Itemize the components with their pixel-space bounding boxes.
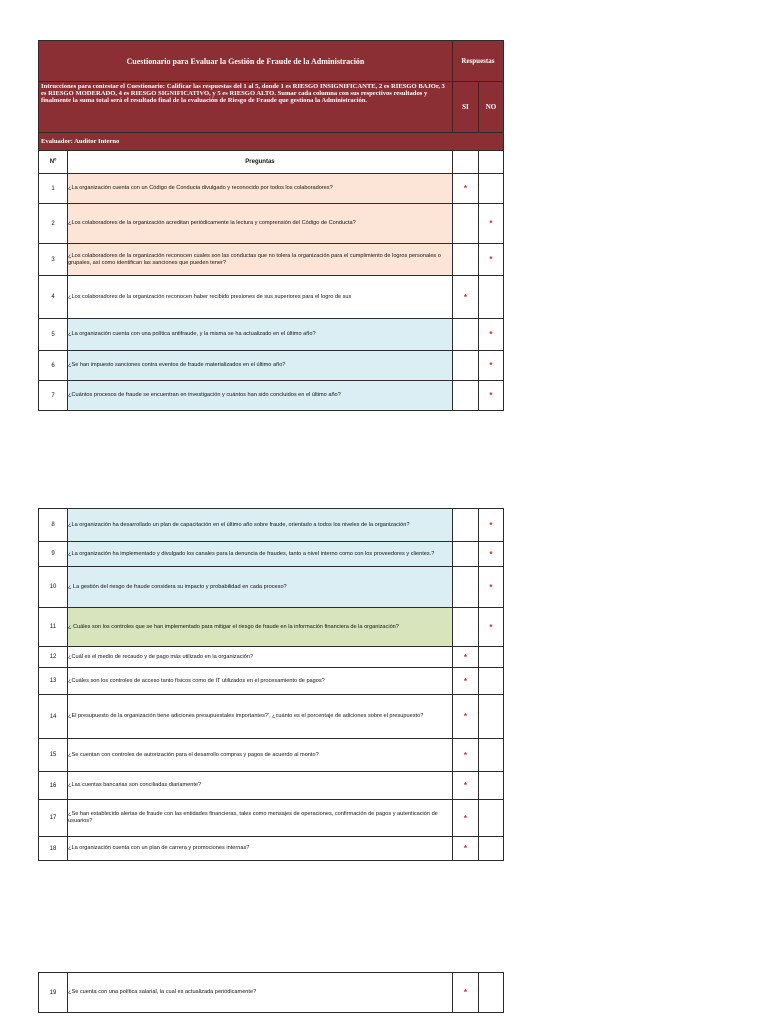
questionnaire-table-3 (38, 972, 504, 1013)
question-number: 3 (39, 244, 68, 276)
answer-si-cell[interactable]: * (452, 174, 478, 204)
question-number: 10 (39, 567, 68, 608)
question-number: 19 (39, 973, 68, 1013)
answer-si-cell[interactable] (452, 319, 478, 351)
answer-si-cell[interactable]: * (452, 276, 478, 319)
evaluator-label: Evaluador: Auditor Interno (39, 133, 504, 151)
answer-no-cell[interactable] (478, 800, 503, 837)
question-text: ¿Las cuentas bancarias son conciliadas diariamente? (68, 772, 453, 800)
question-text: ¿La organización cuenta con un plan de carrera y promociones internas? (68, 837, 453, 861)
no-column-cell (478, 151, 503, 174)
answer-no-cell[interactable] (478, 739, 503, 772)
question-text: ¿Se han impuesto sanciones contra eventos de fraude materializados en el último año? (68, 351, 453, 381)
question-number: 15 (39, 739, 68, 772)
questions-body-3 (39, 973, 504, 1013)
answer-no-cell[interactable]: * (478, 509, 503, 542)
question-number: 4 (39, 276, 68, 319)
questions-body-1 (39, 174, 504, 411)
answer-no-cell[interactable]: * (478, 381, 503, 411)
question-number: 18 (39, 837, 68, 861)
questionnaire-title: Cuestionario para Evaluar la Gestión de Fraude de la Administración (39, 41, 453, 82)
answer-si-cell[interactable] (452, 244, 478, 276)
question-text: ¿El presupuesto de la organización tiene adiciones presupuestales importantes?', ¿cuánto es el porcentaje de adiciones sobre el presupuesto? (68, 695, 453, 739)
no-header: NO (478, 82, 503, 133)
question-row (39, 244, 504, 276)
answer-si-cell[interactable]: * (452, 647, 478, 668)
answer-si-cell[interactable]: * (452, 668, 478, 695)
answer-si-cell[interactable]: * (452, 739, 478, 772)
question-text: ¿ La gestión del riesgo de fraude considera su impacto y probabilidad en cada proceso? (68, 567, 453, 608)
question-row (39, 837, 504, 861)
question-text: ¿ Cuáles son los controles que se han implementado para mitigar el riesgo de fraude en la información financiera de la organización? (68, 608, 453, 647)
question-row (39, 608, 504, 647)
question-number: 2 (39, 204, 68, 244)
answer-si-cell[interactable]: * (452, 695, 478, 739)
answer-si-cell[interactable]: * (452, 973, 478, 1013)
question-text: ¿Se han establecido alertas de fraude con las entidades financieras, tales como mensajes de operaciones, confirmación de pagos y autenticación de usuarios? (68, 800, 453, 837)
answer-no-cell[interactable] (478, 772, 503, 800)
question-text: ¿Se cuentan con controles de autorización para el desarrollo compras y pagos de acuerdo al monto? (68, 739, 453, 772)
answer-no-cell[interactable] (478, 668, 503, 695)
question-text: ¿Se cuenta con una política salarial, la cual es actualizada periódicamente? (68, 973, 453, 1013)
si-header: SI (452, 82, 478, 133)
answer-no-cell[interactable] (478, 174, 503, 204)
answer-no-cell[interactable]: * (478, 567, 503, 608)
questionnaire-table-1 (38, 40, 504, 411)
answer-no-cell[interactable] (478, 973, 503, 1013)
respuestas-header: Respuestas (452, 41, 503, 82)
question-text: ¿La organización cuenta con un Código de Conducta divulgado y reconocido por todos los colaboradores? (68, 174, 453, 204)
question-text: ¿La organización ha implementado y divulgado los canales para la denuncia de fraudes, tanto a nivel interno como con los proveedores y clientes.? (68, 542, 453, 567)
question-number: 11 (39, 608, 68, 647)
si-column-cell (452, 151, 478, 174)
questions-column-header: Preguntas (68, 151, 453, 174)
answer-no-cell[interactable] (478, 647, 503, 668)
questionnaire-table-2 (38, 508, 504, 861)
question-number: 14 (39, 695, 68, 739)
answer-no-cell[interactable]: * (478, 319, 503, 351)
answer-si-cell[interactable]: * (452, 800, 478, 837)
question-number: 7 (39, 381, 68, 411)
questions-body-2 (39, 509, 504, 861)
answer-si-cell[interactable]: * (452, 772, 478, 800)
answer-no-cell[interactable] (478, 276, 503, 319)
question-row (39, 509, 504, 542)
question-number: 1 (39, 174, 68, 204)
question-row (39, 276, 504, 319)
question-text: ¿Los colaboradores de la organización reconocen haber recibido presiones de sus superiores para el logro de sus (68, 276, 453, 319)
question-row (39, 204, 504, 244)
answer-si-cell[interactable] (452, 542, 478, 567)
question-text: ¿Cuál es el medio de recaudo y de pago más utilizado en la organización? (68, 647, 453, 668)
question-row (39, 739, 504, 772)
answer-si-cell[interactable] (452, 509, 478, 542)
question-row (39, 319, 504, 351)
question-row (39, 695, 504, 739)
question-number: 6 (39, 351, 68, 381)
question-text: ¿La organización ha desarrollado un plan de capacitación en el último año sobre fraude, orientado a todos los niveles de la organización? (68, 509, 453, 542)
question-row (39, 567, 504, 608)
question-row (39, 174, 504, 204)
answer-no-cell[interactable]: * (478, 608, 503, 647)
question-number: 13 (39, 668, 68, 695)
question-row (39, 668, 504, 695)
answer-si-cell[interactable] (452, 204, 478, 244)
question-row (39, 800, 504, 837)
question-text: ¿Los colaboradores de la organización reconocen cuales son las conductas que no tolera la organización para el cumplimiento de logros personales o grupales, así como identifican las sanciones que pueden tener? (68, 244, 453, 276)
question-row (39, 973, 504, 1013)
answer-no-cell[interactable] (478, 695, 503, 739)
answer-si-cell[interactable]: * (452, 837, 478, 861)
question-number: 8 (39, 509, 68, 542)
question-row (39, 647, 504, 668)
answer-no-cell[interactable]: * (478, 204, 503, 244)
question-number: 16 (39, 772, 68, 800)
answer-no-cell[interactable]: * (478, 244, 503, 276)
answer-si-cell[interactable] (452, 608, 478, 647)
question-text: ¿Cuántos procesos de fraude se encuentran en investigación y cuántos han sido concluidos en el último año? (68, 381, 453, 411)
answer-si-cell[interactable] (452, 351, 478, 381)
question-row (39, 772, 504, 800)
answer-no-cell[interactable] (478, 837, 503, 861)
question-number: 5 (39, 319, 68, 351)
question-number: 17 (39, 800, 68, 837)
question-row (39, 351, 504, 381)
question-number: 12 (39, 647, 68, 668)
question-row (39, 542, 504, 567)
answer-no-cell[interactable]: * (478, 351, 503, 381)
question-row (39, 381, 504, 411)
answer-si-cell[interactable] (452, 381, 478, 411)
question-text: ¿Cuáles son los controles de acceso tanto físicos como de IT utilizados en el procesamiento de pagos? (68, 668, 453, 695)
answer-si-cell[interactable] (452, 567, 478, 608)
question-text: ¿La organización cuenta con una política antifraude, y la misma se ha actualizado en el último año? (68, 319, 453, 351)
question-number: 9 (39, 542, 68, 567)
question-text: ¿Los colaboradores de la organización acreditan periódicamente la lectura y comprensión del Código de Conducta? (68, 204, 453, 244)
instructions-text: Intrucciones para contestar el Cuestionario: Calificar las respuestas del 1 al 5, donde 1 es RIESGO INSIGNIFICANTE, 2 es RIESGO BAJOr, 3 es RIESGO MODERADO, 4 es RIESGO SIGNIFICATIVO, y 5 es RIESGO ALTO. Sumar cada columna con sus respectivos resultados y finalmente la suma total será el resultado final de la evaluación de Riesgo de Fraude que gestiona la Administración. (39, 82, 453, 133)
number-column-header: Nº (39, 151, 68, 174)
answer-no-cell[interactable]: * (478, 542, 503, 567)
